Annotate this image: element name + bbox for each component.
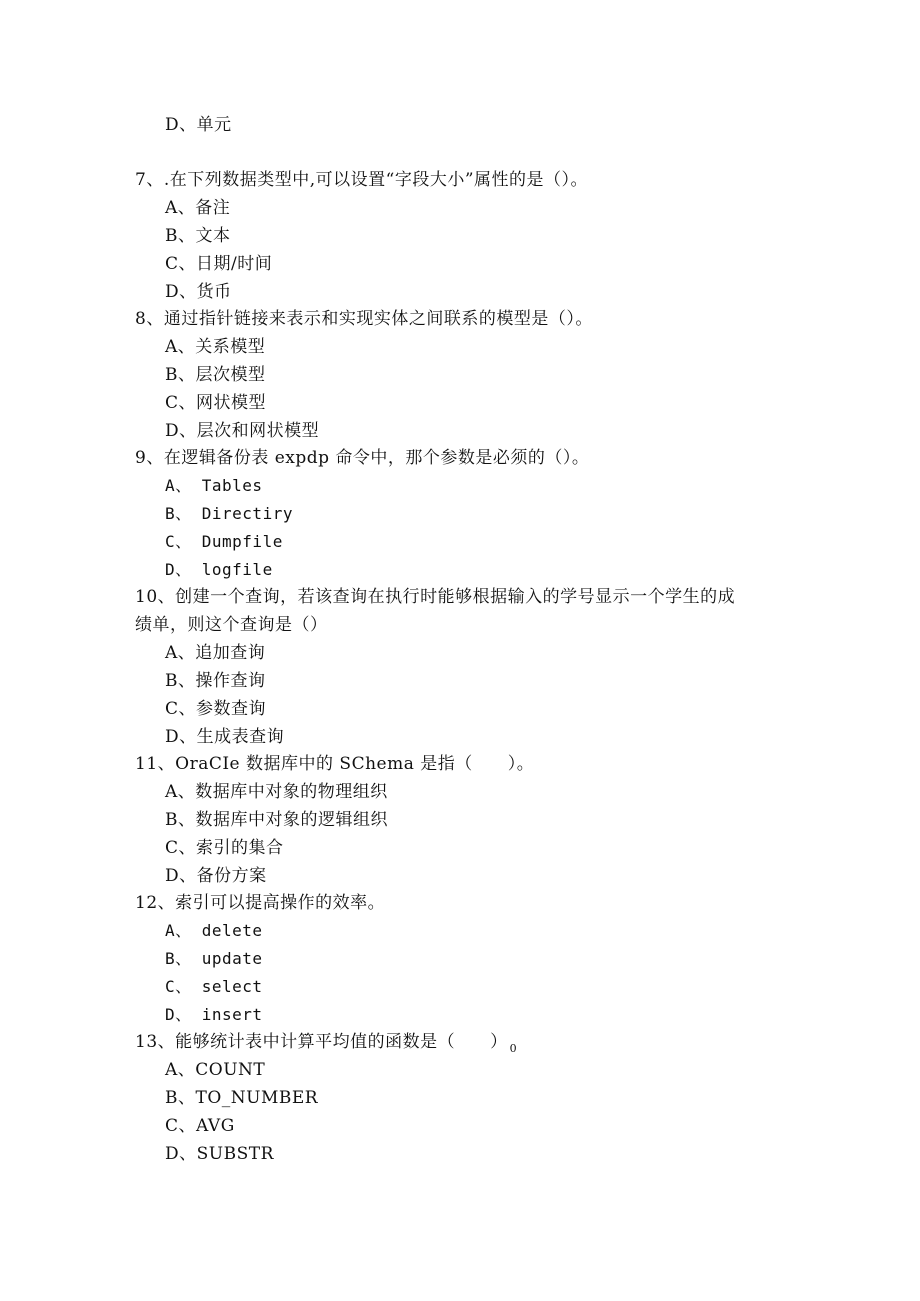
question-11-option-c: C、索引的集合	[165, 838, 284, 858]
question-9-stem: 9、在逻辑备份表 expdp 命令中，那个参数是必须的（）。	[135, 448, 590, 468]
question-13-stem-suffix: 0	[509, 1042, 518, 1055]
question-8-option-d: D、层次和网状模型	[165, 421, 320, 441]
question-11-option-a: A、数据库中对象的物理组织	[165, 782, 388, 802]
question-8-option-c: C、网状模型	[165, 393, 267, 413]
question-7-option-a: A、备注	[165, 198, 231, 218]
question-7-stem: 7、.在下列数据类型中,可以设置“字段大小”属性的是（）。	[135, 170, 589, 190]
question-13-option-d: D、SUBSTR	[165, 1144, 274, 1164]
question-13-option-c: C、AVG	[165, 1116, 235, 1136]
question-13-option-b: B、TO_NUMBER	[165, 1088, 319, 1108]
question-11-option-d: D、备份方案	[165, 866, 267, 886]
question-13-stem	[135, 1028, 517, 1056]
question-7-option-b: B、文本	[165, 226, 231, 246]
question-11-option-b: B、数据库中对象的逻辑组织	[165, 810, 388, 830]
question-12-option-d: D、 insert	[165, 1005, 263, 1024]
question-10-option-c: C、参数查询	[165, 699, 267, 719]
option-d-previous: D、单元	[165, 115, 232, 135]
question-9-option-a: A、 Tables	[165, 476, 263, 495]
question-10-stem-line1: 10、创建一个查询，若该查询在执行时能够根据输入的学号显示一个学生的成	[135, 587, 736, 607]
question-12-option-b: B、 update	[165, 949, 263, 968]
question-7-option-c: C、日期/时间	[165, 254, 273, 274]
question-13-option-a: A、COUNT	[165, 1060, 266, 1080]
question-8-option-b: B、层次模型	[165, 365, 266, 385]
question-12-option-c: C、 select	[165, 977, 263, 996]
question-12-option-a: A、 delete	[165, 921, 263, 940]
question-10-option-a: A、追加查询	[165, 643, 266, 663]
question-10-option-d: D、生成表查询	[165, 727, 285, 747]
question-7-option-d: D、货币	[165, 282, 232, 302]
question-9-option-b: B、 Directiry	[165, 504, 293, 523]
question-9-option-d: D、 logfile	[165, 560, 273, 579]
question-12-stem: 12、索引可以提高操作的效率。	[135, 893, 386, 913]
question-10-stem-line2: 绩单，则这个查询是（）	[135, 615, 328, 635]
question-11-stem: 11、OraCIe 数据库中的 SChema 是指（ ）。	[135, 754, 535, 774]
question-10-option-b: B、操作查询	[165, 671, 266, 691]
question-13-stem-text: 13、能够统计表中计算平均值的函数是（ ）	[135, 1032, 508, 1052]
question-8-stem: 8、通过指针链接来表示和实现实体之间联系的模型是（）。	[135, 309, 593, 329]
question-9-option-c: C、 Dumpfile	[165, 532, 283, 551]
question-8-option-a: A、关系模型	[165, 337, 266, 357]
